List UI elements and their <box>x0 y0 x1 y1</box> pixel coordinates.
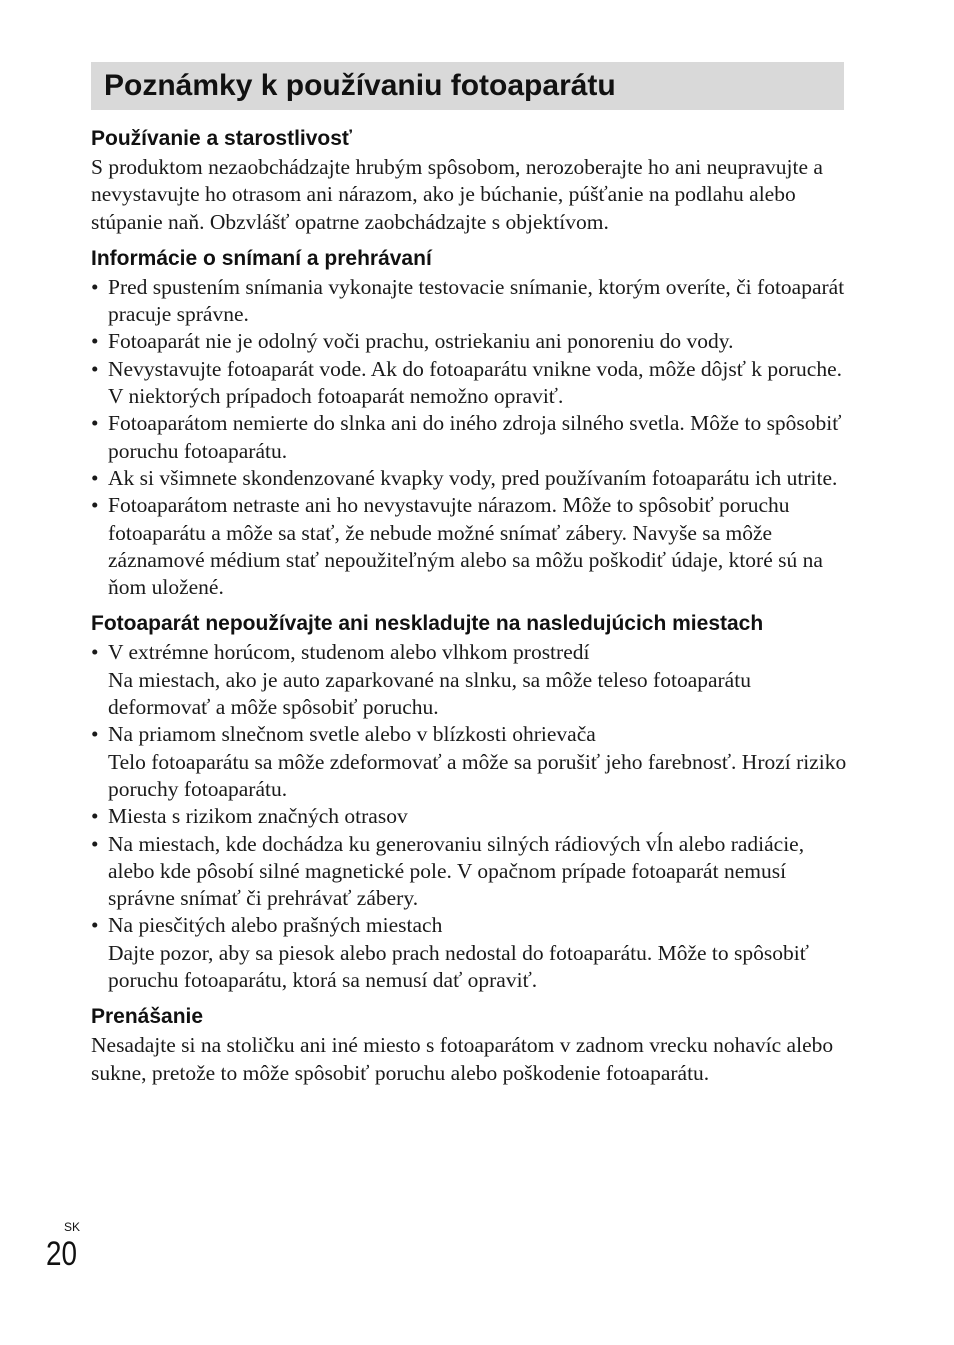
page-title-bar <box>91 62 844 110</box>
list-item: • Fotoaparátom netraste ani ho nevystavujte nárazom. Môže to spôsobiť poruchu fotoaparátu a môže sa stať, že nebude možné snímať zábery. Navyše sa môže záznamové médium stať nepoužiteľným alebo sa môžu poškodiť údaje, ktoré sú na ňom uložené. <box>91 492 851 601</box>
list-item-text: Na priamom slnečnom svetle alebo v blízkosti ohrievača <box>108 722 596 747</box>
section-paragraph: Nesadajte si na stoličku ani iné miesto s fotoaparátom v zadnom vrecku nohavíc alebo sukne, pretože to môže spôsobiť poruchu alebo poškodenie fotoaparátu. <box>91 1033 834 1085</box>
list-item: • Pred spustením snímania vykonajte testovacie snímanie, ktorým overíte, či fotoaparát pracuje správne. <box>91 274 851 329</box>
section-heading: Používanie a starostlivosť <box>91 127 352 150</box>
bullet-list <box>91 639 851 994</box>
section-shooting-playback <box>91 244 851 602</box>
list-item: • Nevystavujte fotoaparát vode. Ak do fotoaparátu vnikne voda, môže dôjsť k poruche. V niektorých prípadoch fotoaparát nemožno opraviť. <box>91 356 851 411</box>
list-item: • Fotoaparátom nemierte do slnka ani do iného zdroja silného svetla. Môže to spôsobiť poruchu fotoaparátu. <box>91 410 851 465</box>
list-item-text: Na piesčitých alebo prašných miestach <box>108 913 443 938</box>
section-heading: Informácie o snímaní a prehrávaní <box>91 246 432 270</box>
section-storage-locations <box>91 609 851 994</box>
list-item-detail: Dajte pozor, aby sa piesok alebo prach nedostal do fotoaparátu. Môže to spôsobiť poruchu fotoaparátu, ktorá sa nemusí dať opraviť. <box>108 940 809 993</box>
page-title: Poznámky k používaniu fotoaparátu <box>104 69 616 102</box>
section-heading: Fotoaparát nepoužívajte ani neskladujte na nasledujúcich miestach <box>91 612 764 636</box>
list-item <box>91 912 851 994</box>
list-item <box>91 803 851 830</box>
section-paragraph: S produktom nezaobchádzajte hrubým spôsobom, nerozoberajte ho ani neupravujte a nevystavujte ho otrasom ani nárazom, ako je búchanie, púšťanie na podlahu alebo stúpanie naň. Obzvlášť opatrne zaobchádzajte s objektívom. <box>91 155 823 234</box>
list-item-detail: Telo fotoaparátu sa môže zdeformovať a môže sa porušiť jeho farebnosť. Hrozí riziko poruchy fotoaparátu. <box>108 749 847 801</box>
list-item <box>91 639 851 721</box>
page-number: 20 <box>46 1235 78 1273</box>
list-item-detail: Na miestach, ako je auto zaparkované na slnku, sa môže teleso fotoaparátu deformovať a môže spôsobiť poruchu. <box>108 667 751 720</box>
list-item-text: Miesta s rizikom značných otrasov <box>108 804 408 829</box>
page-content <box>91 124 851 1087</box>
list-item <box>91 831 851 913</box>
section-carrying <box>91 1002 851 1087</box>
list-item-text: V extrémne horúcom, studenom alebo vlhkom prostredí <box>108 640 590 665</box>
section-usage-care <box>91 124 851 236</box>
list-item <box>91 721 851 803</box>
list-item: • Fotoaparát nie je odolný voči prachu, ostriekaniu ani ponoreniu do vody. <box>91 328 851 355</box>
list-item: • Ak si všimnete skondenzované kvapky vody, pred používaním fotoaparátu ich utrite. <box>91 465 851 492</box>
section-heading: Prenášanie <box>91 1005 204 1029</box>
bullet-list <box>91 274 851 602</box>
language-code: SK <box>64 1220 81 1234</box>
list-item-text: Na miestach, kde dochádza ku generovaniu silných rádiových vĺn alebo radiácie, alebo kde pôsobí silné magnetické pole. V opačnom prípade fotoaparát nemusí správne snímať či prehrávať zábery. <box>108 831 805 911</box>
